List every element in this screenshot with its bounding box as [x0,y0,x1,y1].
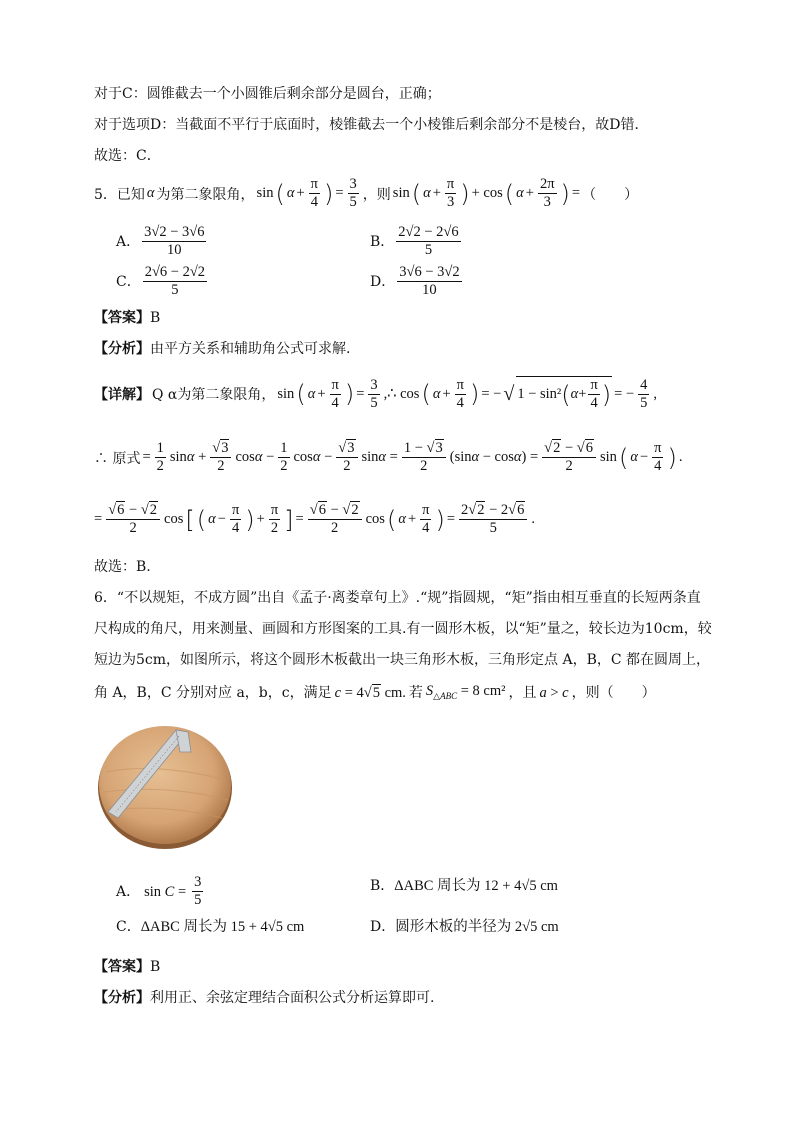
wooden-board-photo [96,722,234,852]
analysis-line [94,339,350,359]
analysis-line [94,988,434,1008]
option-a: A． $\frac{3√2 - 3√6}{10}$ [116,224,205,258]
analysis-text: 利用正、余弦定理结合面积公式分析运算即可. [150,990,435,1006]
answer-line [94,308,160,328]
question-6-line-1: 6．“不以规矩，不成方圆”出自《孟子·离娄章句上》.“规”指圆规，“矩”指由相互垂直的长短两条直 [94,590,701,606]
question-5-stem: 5．已知 α 为第二象限角， sin ( α + $\frac{\pi}{4}$ ) = $\frac{3}{5}$ ，则 sin ( α + $\frac{\pi}{3}$ ) + cos ( α + $\frac{2\pi}{3}$ ) = （ ） [94,176,639,210]
answer-value: B [150,959,161,975]
detail-line-2: ∴ 原式 = $\frac{1}{2}$ sinα + $\frac{√3}{2}$ cosα − $\frac{1}{2}$ cosα − $\frac{√3}{2}$ sinα = $\frac{1 - √3}{2}$ (sinα − cosα) = $\frac{√2 - √6}{2}$ sin ( α − $\frac{\pi}{4}$ ) . [94,440,683,474]
text-line: 对于选项D：当截面不平行于底面时，棱锥截去一个小棱锥后剩余部分不是棱台，故D错． [94,117,649,133]
answer-tag: 【答案】 [94,959,150,975]
analysis-text: 由平方关系和辅助角公式可求解. [150,341,351,357]
analysis-tag: 【分析】 [94,990,150,1006]
option-a: A． sin C = $\frac{3}{5}$ [116,874,202,908]
option-b: B．ΔABC 周长为 12 + 4√5 cm [370,878,558,894]
option-b: B． $\frac{2√2 - 2√6}{5}$ [370,224,459,258]
option-c: C．ΔABC 周长为 15 + 4√5 cm [116,919,305,935]
conclusion-line: 故选：B. [94,559,151,575]
detail-line-3: = $\frac{√6 - √2}{2}$ cos [ ( α − $\frac{\pi}{4}$ ) + $\frac{\pi}{2}$ ] = $\frac{√6 - √2}{2}$ cos ( α + $\frac{\pi}{4}$ ) = $\frac{2√2 - 2√6}{5}$ . [94,502,535,536]
answer-value: B [150,310,161,326]
text-line: 故选：C． [94,148,161,164]
question-6-line-2: 尺构成的角尺，用来测量、画圆和方形图案的工具.有一圆形木板，以“矩”量之，较长边为10cm，较 [94,621,712,637]
question-6-line-3: 短边为5cm，如图所示，将这个圆形木板截出一块三角形木板，三角形定点 A，B，C 都在圆周上， [94,652,711,668]
answer-line [94,957,160,977]
option-d: D．圆形木板的半径为 2√5 cm [370,919,559,935]
analysis-tag: 【分析】 [94,341,150,357]
detail-line-1: 【详解】 Q α为第二象限角， sin ( α + $\frac{\pi}{4}$ ) = $\frac{3}{5}$ ,∴ cos ( α + $\frac{\pi}{4}$ ) = − √ 1 − sin² ( α + $\frac{\pi}{4}$ ) = − $\frac{4}{5}$ , [94,376,658,411]
option-c: C． $\frac{2√6 - 2√2}{5}$ [116,264,206,298]
option-d: D． $\frac{3√6 - 3√2}{10}$ [370,264,460,298]
question-6-line-4: 角 A，B，C 分别对应 a，b，c，满足 c = 4√5 cm. 若 $S_{\triangle ABC} = 8$ cm² ，且 a > c ，则（ ） [94,683,656,702]
text-line: 对于C：圆锥截去一个小圆锥后剩余部分是圆台，正确； [94,86,441,102]
answer-tag: 【答案】 [94,310,150,326]
